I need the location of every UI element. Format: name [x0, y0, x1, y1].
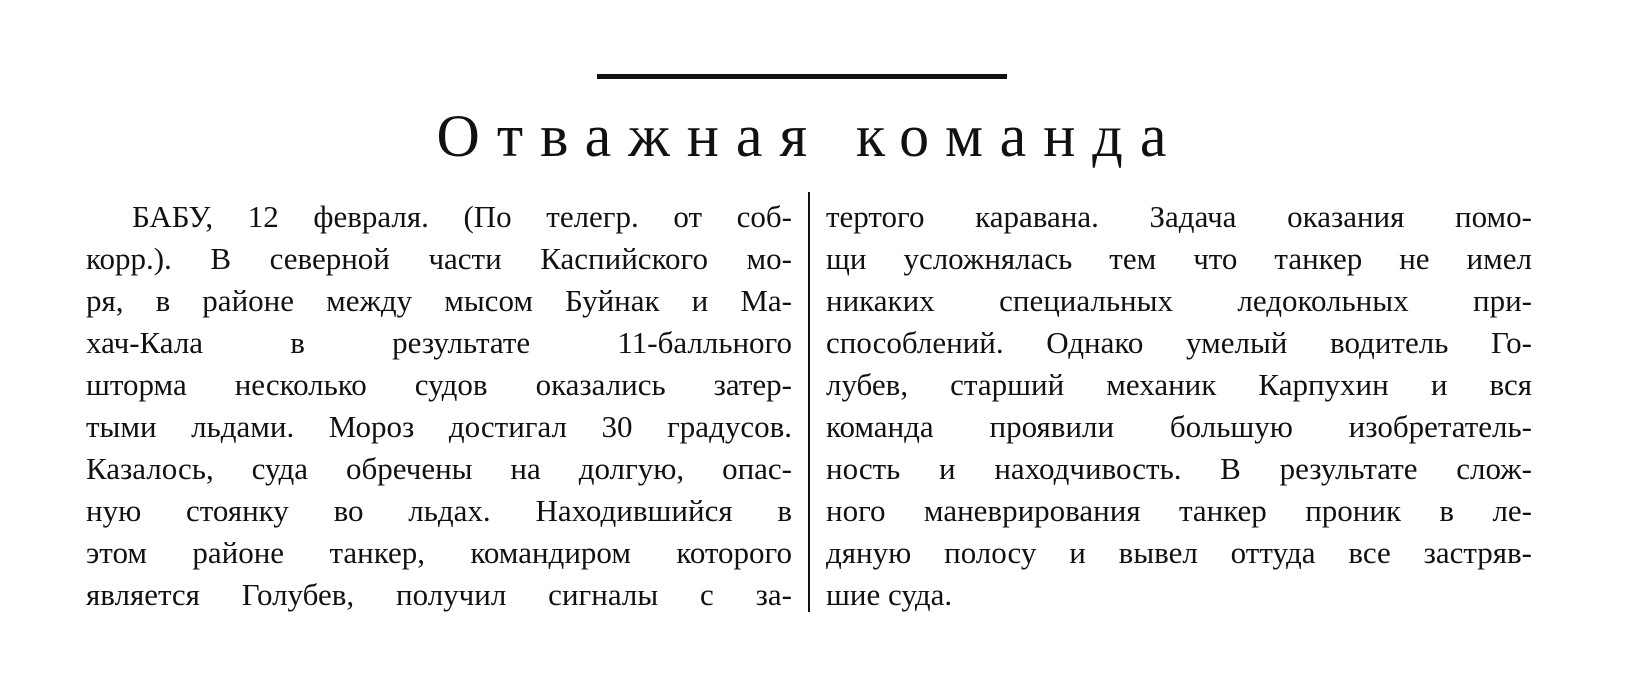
right-column [826, 196, 1532, 616]
left-line-7: ную стоянку во льдах. Находившийся в [86, 493, 792, 528]
right-line-1: тертого каравана. Задача оказания помо- [826, 199, 1532, 234]
right-line-10: шие суда. [826, 577, 953, 612]
article-headline: Отважная команда [436, 103, 1184, 169]
left-line-8: этом районе танкер, командиром которого [86, 535, 792, 570]
left-line-3: хач-Кала в результате 11-балльного [86, 325, 792, 360]
headline-rule [597, 74, 1007, 79]
left-line-4: шторма несколько судов оказались затер- [86, 367, 792, 402]
left-line-1: корр.). В северной части Каспийского мо- [86, 241, 792, 276]
left-line-2: ря, в районе между мысом Буйнак и Ма- [86, 283, 792, 318]
right-line-7: ность и находчивость. В результате слож- [826, 451, 1532, 486]
left-line-5: тыми льдами. Мороз достигал 30 градусов. [86, 409, 792, 444]
right-line-4: способлений. Однако умелый водитель Го- [826, 325, 1532, 360]
right-line-2: щи усложнялась тем что танкер не имел [826, 241, 1532, 276]
left-column [86, 196, 792, 616]
left-line-9: является Голубев, получил сигналы с за- [86, 577, 792, 612]
dateline: БАБУ, 12 февраля. (По телегр. от соб- [132, 199, 792, 234]
left-line-6: Казалось, суда обречены на долгую, опас- [86, 451, 792, 486]
right-line-8: ного маневрирования танкер проник в ле- [826, 493, 1532, 528]
right-line-6: команда проявили большую изобретатель- [826, 409, 1532, 444]
right-line-5: лубев, старший механик Карпухин и вся [826, 367, 1532, 402]
column-divider [808, 192, 810, 612]
right-line-9: дяную полосу и вывел оттуда все застряв- [826, 535, 1532, 570]
right-line-3: никаких специальных ледокольных при- [826, 283, 1532, 318]
